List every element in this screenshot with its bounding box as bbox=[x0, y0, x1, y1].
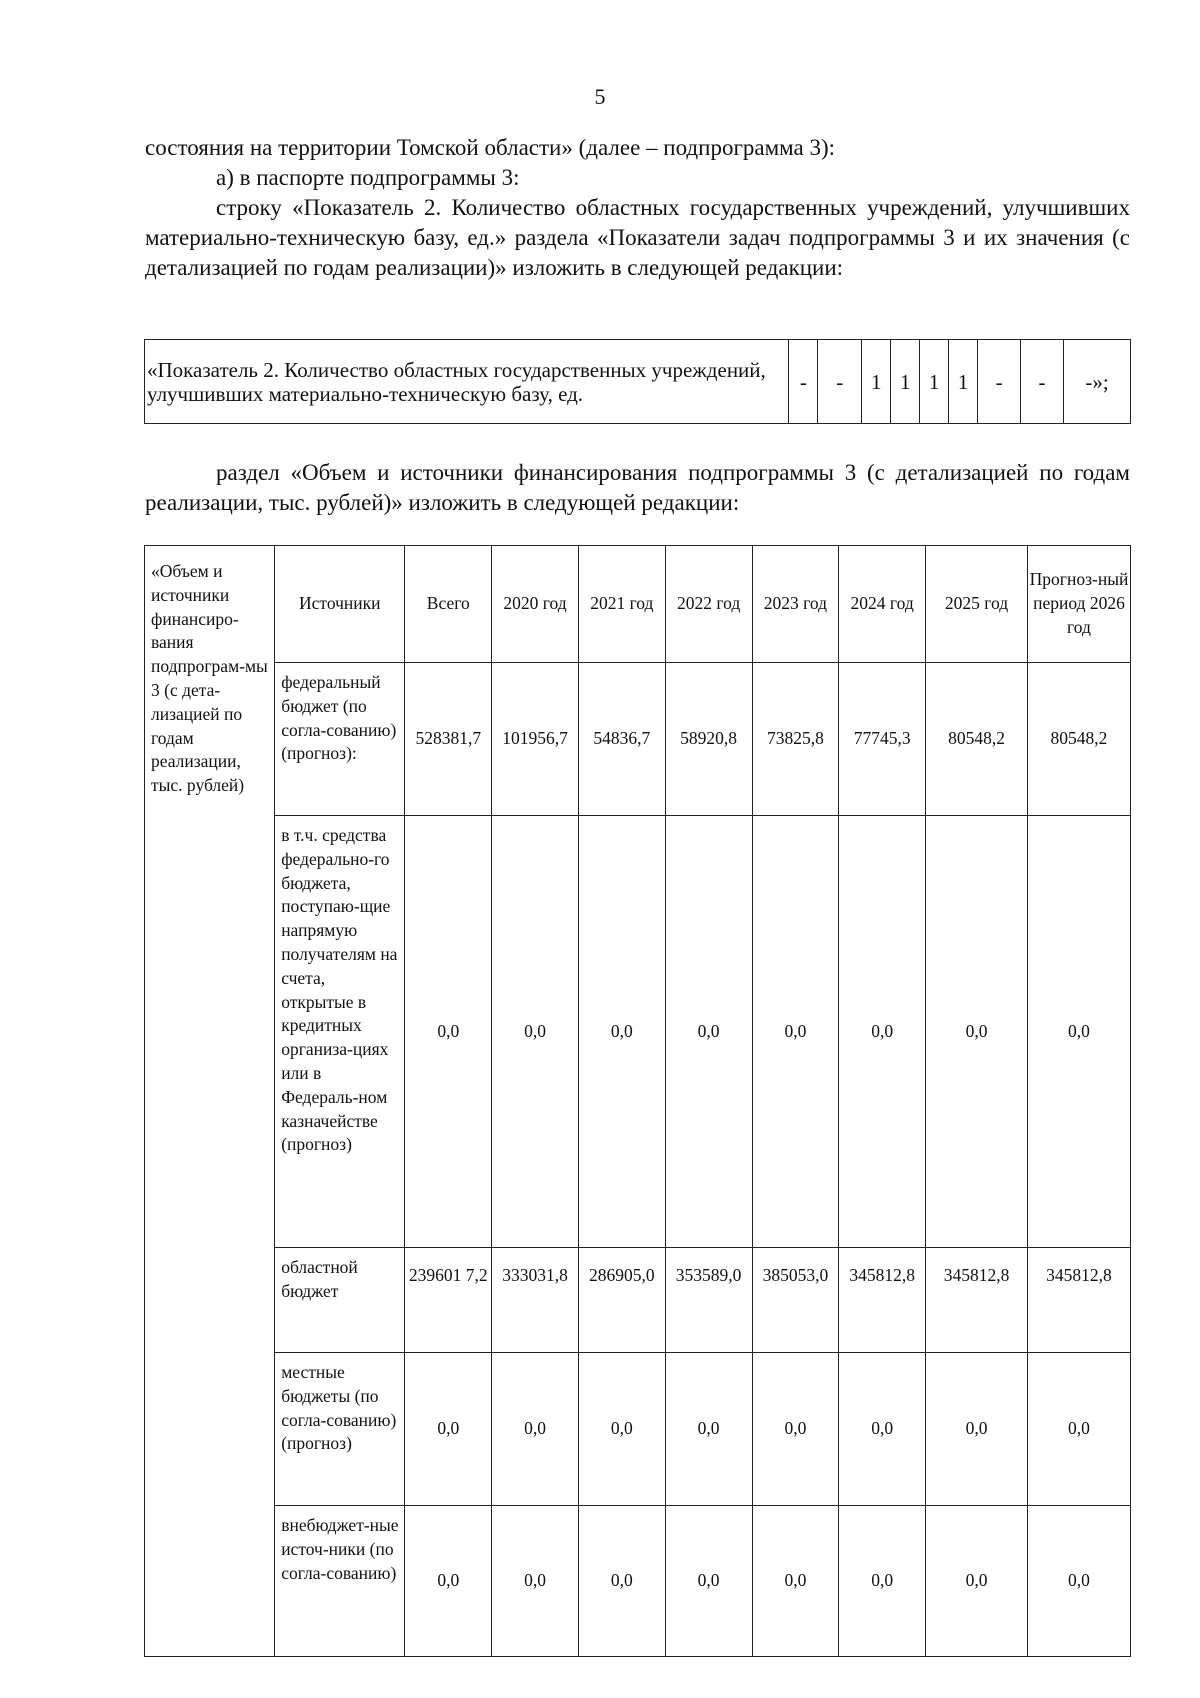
table-row bbox=[145, 816, 1131, 1248]
header-cell: Источники bbox=[275, 546, 405, 663]
indicator-value: - bbox=[1021, 340, 1064, 424]
header-cell: 2022 год bbox=[665, 546, 752, 663]
value-cell: 0,0 bbox=[492, 1353, 579, 1506]
value-cell: 0,0 bbox=[665, 816, 752, 1248]
header-cell: 2025 год bbox=[926, 546, 1028, 663]
table-row bbox=[145, 1353, 1131, 1506]
indicator-value: -»; bbox=[1063, 340, 1130, 424]
indicator-value: - bbox=[789, 340, 818, 424]
table-row bbox=[145, 663, 1131, 816]
value-cell: 0,0 bbox=[578, 1506, 665, 1657]
indicator-value: - bbox=[978, 340, 1021, 424]
header-cell: Прогноз-ный период 2026 год bbox=[1027, 546, 1130, 663]
intro-paragraph: строку «Показатель 2. Количество областных государственных учреждений, улучшивших материально-техническую базу, ед.» раздела «Показатели задач подпрограммы 3 и их значения (с детализацией по годам реализации)» изложить в следующей редакции: bbox=[145, 195, 1130, 280]
header-cell: 2021 год bbox=[578, 546, 665, 663]
finance-table bbox=[144, 545, 1131, 1657]
source-label: местные бюджеты (по согла-сованию) (прогноз) bbox=[275, 1353, 405, 1506]
value-cell: 333031,8 bbox=[492, 1248, 579, 1353]
intro-line-2: а) в паспорте подпрограммы 3: bbox=[216, 165, 520, 190]
value-cell: 0,0 bbox=[405, 1353, 492, 1506]
value-cell: 0,0 bbox=[1027, 1506, 1130, 1657]
header-cell: 2020 год bbox=[492, 546, 579, 663]
value-cell: 0,0 bbox=[405, 816, 492, 1248]
value-cell: 58920,8 bbox=[665, 663, 752, 816]
value-cell: 0,0 bbox=[752, 816, 839, 1248]
source-label: федеральный бюджет (по согла-сованию) (прогноз): bbox=[275, 663, 405, 816]
source-label: в т.ч. средства федерально-го бюджета, поступаю-щие напрямую получателям на счета, открытые в кредитных организа-циях или в Федераль-ном казначействе (прогноз) bbox=[275, 816, 405, 1248]
value-cell: 77745,3 bbox=[839, 663, 926, 816]
value-cell: 0,0 bbox=[1027, 816, 1130, 1248]
indicator-value: 1 bbox=[862, 340, 891, 424]
value-cell: 0,0 bbox=[665, 1506, 752, 1657]
table-row bbox=[145, 1248, 1131, 1353]
value-cell: 345812,8 bbox=[1027, 1248, 1130, 1353]
indicator-value: 1 bbox=[920, 340, 949, 424]
table-row bbox=[145, 1506, 1131, 1657]
value-cell: 0,0 bbox=[1027, 1353, 1130, 1506]
value-cell: 239601 7,2 bbox=[405, 1248, 492, 1353]
value-cell: 0,0 bbox=[752, 1353, 839, 1506]
value-cell: 80548,2 bbox=[926, 663, 1028, 816]
finance-caption: «Объем и источники финансиро-вания подпрограм-мы 3 (с дета-лизацией по годам реализации, тыс. рублей) bbox=[145, 546, 275, 1657]
value-cell: 0,0 bbox=[492, 1506, 579, 1657]
value-cell: 101956,7 bbox=[492, 663, 579, 816]
value-cell: 0,0 bbox=[839, 1506, 926, 1657]
value-cell: 0,0 bbox=[578, 1353, 665, 1506]
value-cell: 0,0 bbox=[926, 1506, 1028, 1657]
value-cell: 353589,0 bbox=[665, 1248, 752, 1353]
indicator-value: - bbox=[818, 340, 862, 424]
section-paragraph: раздел «Объем и источники финансирования подпрограммы 3 (с детализацией по годам реализации, тыс. рублей)» изложить в следующей редакции: bbox=[145, 460, 1130, 515]
value-cell: 0,0 bbox=[492, 816, 579, 1248]
source-label: внебюджет-ные источ-ники (по согла-сованию) bbox=[275, 1506, 405, 1657]
value-cell: 0,0 bbox=[839, 1353, 926, 1506]
value-cell: 0,0 bbox=[665, 1353, 752, 1506]
value-cell: 345812,8 bbox=[839, 1248, 926, 1353]
indicator-value: 1 bbox=[891, 340, 920, 424]
page-number: 5 bbox=[594, 84, 606, 109]
value-cell: 0,0 bbox=[578, 816, 665, 1248]
value-cell: 528381,7 bbox=[405, 663, 492, 816]
indicator-label: «Показатель 2. Количество областных государственных учреждений, улучшивших материально-техническую базу, ед. bbox=[145, 340, 789, 424]
value-cell: 0,0 bbox=[839, 816, 926, 1248]
finance-header-row bbox=[145, 546, 1131, 663]
value-cell: 54836,7 bbox=[578, 663, 665, 816]
value-cell: 73825,8 bbox=[752, 663, 839, 816]
value-cell: 0,0 bbox=[405, 1506, 492, 1657]
intro-line-1: состояния на территории Томской области» (далее – подпрограмма 3): bbox=[145, 135, 836, 160]
header-cell: 2024 год bbox=[839, 546, 926, 663]
indicator-row bbox=[145, 340, 1131, 424]
value-cell: 286905,0 bbox=[578, 1248, 665, 1353]
source-label: областной бюджет bbox=[275, 1248, 405, 1353]
indicator-table bbox=[144, 339, 1131, 424]
value-cell: 385053,0 bbox=[752, 1248, 839, 1353]
header-cell: 2023 год bbox=[752, 546, 839, 663]
header-cell: Всего bbox=[405, 546, 492, 663]
value-cell: 345812,8 bbox=[926, 1248, 1028, 1353]
indicator-value: 1 bbox=[949, 340, 978, 424]
value-cell: 0,0 bbox=[752, 1506, 839, 1657]
value-cell: 0,0 bbox=[926, 816, 1028, 1248]
value-cell: 0,0 bbox=[926, 1353, 1028, 1506]
value-cell: 80548,2 bbox=[1027, 663, 1130, 816]
